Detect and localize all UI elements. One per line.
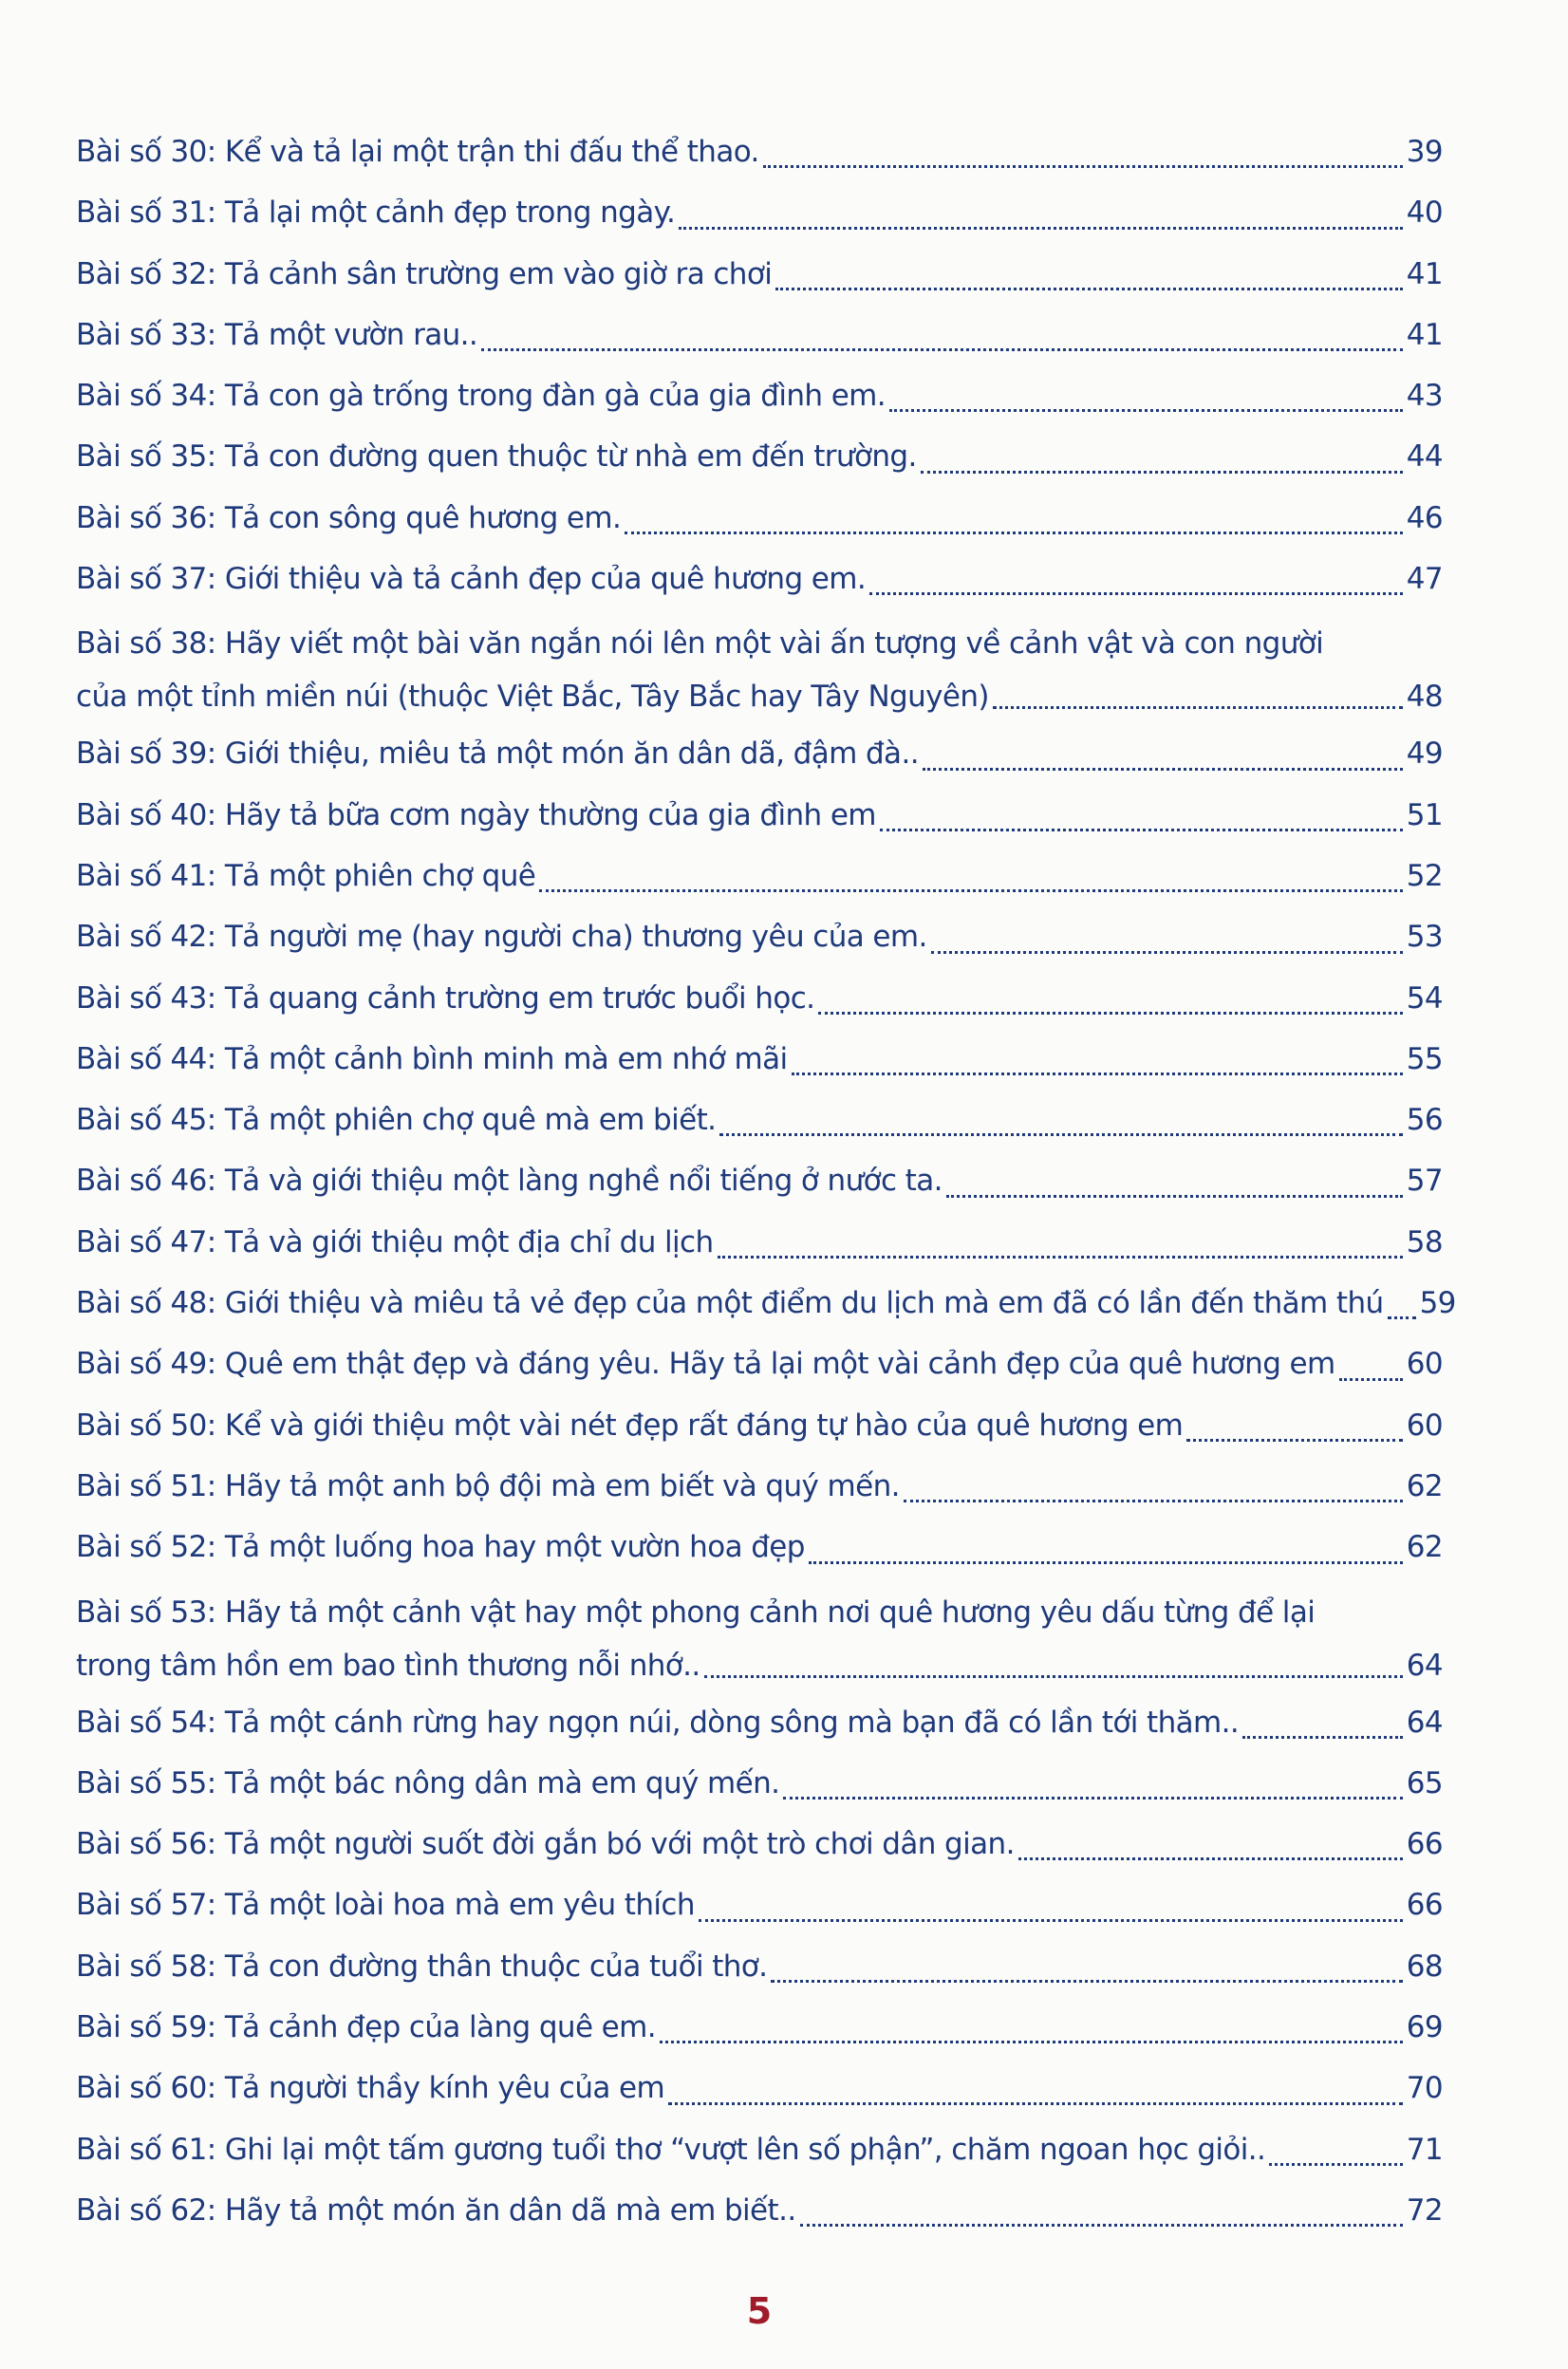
toc-entry-page: 47 [1406,562,1443,597]
dot-leader [889,409,1403,412]
dot-leader [783,1797,1402,1800]
dot-leader [668,2102,1403,2105]
toc-entry-page: 44 [1406,439,1443,475]
toc-entry [76,1753,1443,1814]
toc-entry-page: 56 [1406,1103,1443,1138]
toc-entry [76,1029,1443,1090]
toc-entry [76,1395,1443,1456]
toc-entry-title: Bài số 39: Giới thiệu, miêu tả một món ăn dân dã, đậm đà.. [76,737,919,772]
dot-leader [993,706,1403,709]
toc-entry-page: 43 [1406,379,1443,414]
dot-leader [800,2224,1403,2227]
dot-leader [1186,1439,1403,1442]
toc-entry [76,906,1443,967]
dot-leader [1018,1857,1403,1860]
toc-entry-title: Bài số 50: Kể và giới thiệu một vài nét đẹp rất đáng tự hào của quê hương em [76,1408,1184,1443]
toc-entry-title-continued: trong tâm hồn em bao tình thương nỗi nhớ.. [76,1648,700,1683]
toc-entry-page: 66 [1406,1827,1443,1862]
toc-entry-title: Bài số 51: Hãy tả một anh bộ đội mà em biết và quý mến. [76,1468,900,1503]
toc-entry-page: 54 [1406,980,1443,1016]
dot-leader [1339,1378,1403,1381]
toc-entry-title: Bài số 53: Hãy tả một cảnh vật hay một phong cảnh nơi quê hương yêu dấu từng để lại [76,1595,1316,1630]
dot-leader [880,829,1403,831]
toc-entry-title: Bài số 40: Hãy tả bữa cơm ngày thường của gia đình em [76,797,876,832]
dot-leader [481,348,1403,351]
dot-leader [869,592,1403,595]
toc-entry [76,426,1443,487]
toc-entry [76,1334,1443,1394]
toc-entry [76,2180,1443,2241]
toc-entry-page: 64 [1406,1705,1443,1740]
toc-entry-page: 48 [1406,680,1443,715]
dot-leader [923,768,1403,771]
toc-entry-page: 66 [1406,1888,1443,1923]
toc-entry-title: Bài số 52: Tả một luống hoa hay một vườn hoa đẹp [76,1530,805,1565]
dot-leader [792,1073,1403,1075]
toc-entry-title: Bài số 34: Tả con gà trống trong đàn gà của gia đình em. [76,379,887,414]
dot-leader [679,227,1403,230]
toc-entry-page: 40 [1406,196,1443,231]
toc-entry-title: Bài số 59: Tả cảnh đẹp của làng quê em. [76,2010,657,2045]
toc-entry [76,1150,1443,1211]
toc-entry-page: 70 [1406,2071,1443,2106]
dot-leader [771,1980,1402,1983]
toc-entry [76,244,1443,305]
toc-entry-page: 62 [1406,1468,1443,1503]
toc-entry-page: 60 [1406,1408,1443,1443]
toc-entry [76,365,1443,426]
toc-entry [76,549,1443,609]
toc-entry-title: Bài số 36: Tả con sông quê hương em. [76,500,622,535]
page-number: 5 [746,2290,773,2332]
toc-entry [76,488,1443,549]
toc-entry-page: 53 [1406,920,1443,955]
toc-entry-page: 58 [1406,1224,1443,1259]
toc-entry [76,968,1443,1029]
dot-leader [1242,1736,1403,1739]
toc-entry [76,305,1443,365]
toc-entry-title: Bài số 48: Giới thiệu và miêu tả vẻ đẹp của một điểm du lịch mà em đã có lần đến thăm thú [76,1286,1384,1321]
toc-entry [76,723,1443,784]
toc-entry-page: 65 [1406,1765,1443,1800]
dot-leader [904,1500,1403,1502]
toc-entry-title: Bài số 54: Tả một cánh rừng hay ngọn núi, dòng sông mà bạn đã có lần tới thăm.. [76,1705,1240,1740]
toc-entry-title: Bài số 58: Tả con đường thân thuộc của tuổi thơ. [76,1949,768,1984]
dot-leader [1388,1316,1416,1319]
dot-leader [699,1919,1403,1922]
toc-entry-title: Bài số 61: Ghi lại một tấm gương tuổi thơ “vượt lên số phận”, chăm ngoan học giỏi.. [76,2132,1266,2167]
dot-leader [921,471,1403,474]
dot-leader [818,1012,1402,1015]
toc-entry-page: 64 [1406,1648,1443,1683]
toc-entry [76,2058,1443,2118]
toc-entry [76,1578,1443,1692]
toc-entry-title: Bài số 30: Kể và tả lại một trận thi đấu thể thao. [76,135,759,169]
toc-entry-page: 72 [1406,2192,1443,2228]
toc-entry-title: Bài số 31: Tả lại một cảnh đẹp trong ngày. [76,196,676,231]
toc-entry-title: Bài số 60: Tả người thầy kính yêu của em [76,2071,665,2106]
toc-entry-title: Bài số 33: Tả một vườn rau.. [76,317,478,352]
toc-entry [76,1814,1443,1875]
toc-entry-page: 49 [1406,737,1443,772]
toc-entry [76,609,1443,723]
toc-entry-title: Bài số 41: Tả một phiên chợ quê [76,858,536,893]
toc-entry-page: 68 [1406,1949,1443,1984]
toc-entry [76,1212,1443,1273]
toc-entry-page: 60 [1406,1347,1443,1382]
dot-leader [660,2041,1403,2043]
toc-entry-title-continued: của một tỉnh miền núi (thuộc Việt Bắc, Tây Bắc hay Tây Nguyên) [76,680,989,715]
toc-entry [76,1273,1456,1334]
toc-entry [76,785,1443,846]
toc-entry [76,1692,1443,1753]
dot-leader [539,889,1403,892]
toc-entry-page: 59 [1419,1286,1456,1321]
toc-entry-page: 62 [1406,1530,1443,1565]
toc-entry-title: Bài số 38: Hãy viết một bài văn ngắn nói lên một vài ấn tượng về cảnh vật và con người [76,626,1324,662]
toc-entry-page: 46 [1406,500,1443,535]
toc-entry [76,1517,1443,1577]
toc-entry-title: Bài số 62: Hãy tả một món ăn dân dã mà em biết.. [76,2192,796,2228]
toc-entry-title: Bài số 55: Tả một bác nông dân mà em quý mến. [76,1765,780,1800]
toc-entry-page: 57 [1406,1164,1443,1199]
toc-entry [76,1875,1443,1935]
toc-entry-title: Bài số 49: Quê em thật đẹp và đáng yêu. Hãy tả lại một vài cảnh đẹp của quê hương em [76,1347,1335,1382]
toc-entry-title: Bài số 43: Tả quang cảnh trường em trước buổi học. [76,980,815,1016]
toc-entry-title: Bài số 42: Tả người mẹ (hay người cha) thương yêu của em. [76,920,927,955]
dot-leader [763,165,1403,168]
toc-entry [76,846,1443,906]
toc-entry-title: Bài số 47: Tả và giới thiệu một địa chỉ du lịch [76,1224,714,1259]
toc-entry [76,121,1443,182]
toc-entry-page: 41 [1406,256,1443,291]
dot-leader [809,1561,1403,1564]
toc-entry-page: 71 [1406,2132,1443,2167]
toc-entry [76,1090,1443,1150]
dot-leader [718,1256,1403,1259]
toc-entry-page: 39 [1406,135,1443,169]
dot-leader [625,532,1402,534]
toc-entry-title: Bài số 45: Tả một phiên chợ quê mà em biết. [76,1103,717,1138]
toc-entry-page: 69 [1406,2010,1443,2045]
toc-entry [76,1936,1443,1997]
dot-leader [931,951,1403,954]
toc-entry-page: 51 [1406,797,1443,832]
toc-entry-page: 41 [1406,317,1443,352]
toc-entry-title: Bài số 32: Tả cảnh sân trường em vào giờ ra chơi [76,256,773,291]
toc-entry-title: Bài số 46: Tả và giới thiệu một làng nghề nổi tiếng ở nước ta. [76,1164,943,1199]
toc-entry [76,1456,1443,1517]
toc-entry-title: Bài số 57: Tả một loài hoa mà em yêu thích [76,1888,695,1923]
dot-leader [719,1133,1402,1136]
toc-entry-title: Bài số 56: Tả một người suốt đời gắn bó với một trò chơi dân gian. [76,1827,1015,1862]
dot-leader [704,1675,1403,1678]
toc-entry-title: Bài số 35: Tả con đường quen thuộc từ nhà em đến trường. [76,439,917,475]
toc-entry-title: Bài số 44: Tả một cảnh bình minh mà em nhớ mãi [76,1041,788,1076]
toc-entry [76,1997,1443,2058]
toc-entry-title: Bài số 37: Giới thiệu và tả cảnh đẹp của quê hương em. [76,562,867,597]
toc-entry [76,2119,1443,2180]
toc-entry-page: 52 [1406,858,1443,893]
toc-entry [76,182,1443,243]
table-of-contents [76,121,1456,2241]
dot-leader [1269,2163,1402,2166]
toc-entry-page: 55 [1406,1041,1443,1076]
dot-leader [775,288,1403,290]
dot-leader [946,1195,1403,1198]
